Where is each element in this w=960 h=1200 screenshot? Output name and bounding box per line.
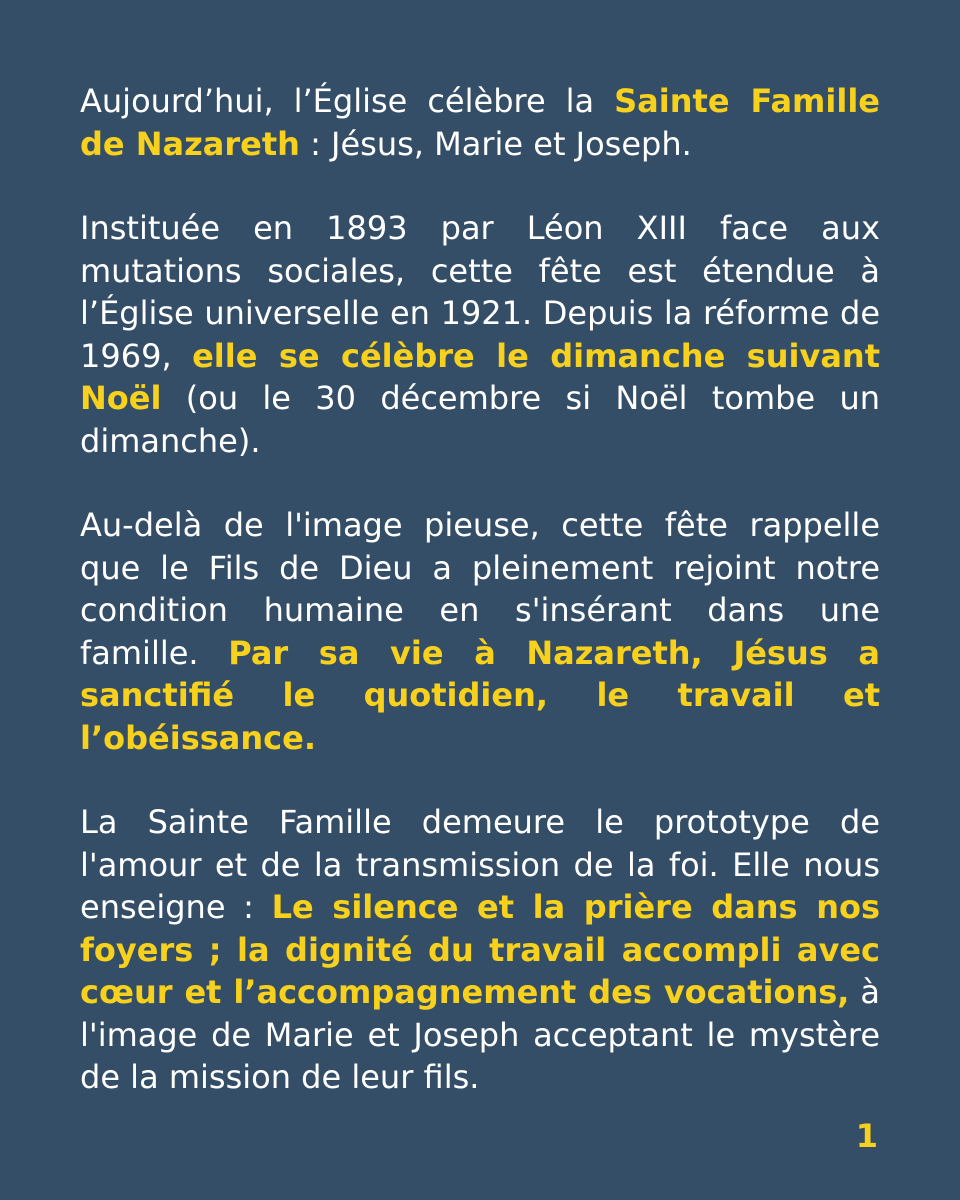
paragraph-text: Aujourd’hui, l’Église célèbre la xyxy=(80,82,615,120)
article-body xyxy=(80,80,880,1141)
highlight-text: Sainte Famille de Nazareth xyxy=(80,82,881,163)
paragraph-history xyxy=(80,207,880,462)
paragraph-text: Au-delà de l'image pieuse, cette fête rappelle que le Fils de Dieu a pleinement rejoint notre condition humaine en s'insérant dans une famille. xyxy=(80,506,880,672)
paragraph-text: (ou le 30 décembre si Noël tombe un dimanche). xyxy=(80,379,880,460)
paragraph-text: Instituée en 1893 par Léon XIII face aux mutations sociales, cette fête est étendue à l’Église universelle en 1921. Depuis la réforme de 1969, xyxy=(80,209,880,375)
paragraph-meaning xyxy=(80,504,880,759)
highlight-text: Le silence et la prière dans nos foyers ; la dignité du travail accompli avec cœur et l’accompagnement des vocations, xyxy=(80,888,880,1011)
highlight-text: Par sa vie à Nazareth, Jésus a sanctifié le quotidien, le travail et l’obéissance. xyxy=(80,633,880,757)
paragraph-text: à l'image de Marie et Joseph acceptant le mystère de la mission de leur fils. xyxy=(80,973,881,1096)
paragraph-text: : Jésus, Marie et Joseph. xyxy=(299,124,692,163)
page-number: 1 xyxy=(855,1117,878,1155)
paragraph-teaching xyxy=(80,801,880,1099)
highlight-text: elle se célèbre le dimanche suivant Noël xyxy=(80,336,881,417)
paragraph-text: La Sainte Famille demeure le prototype de l'amour et de la transmission de la foi. Elle nous enseigne : xyxy=(80,803,880,926)
paragraph-intro xyxy=(80,80,880,165)
